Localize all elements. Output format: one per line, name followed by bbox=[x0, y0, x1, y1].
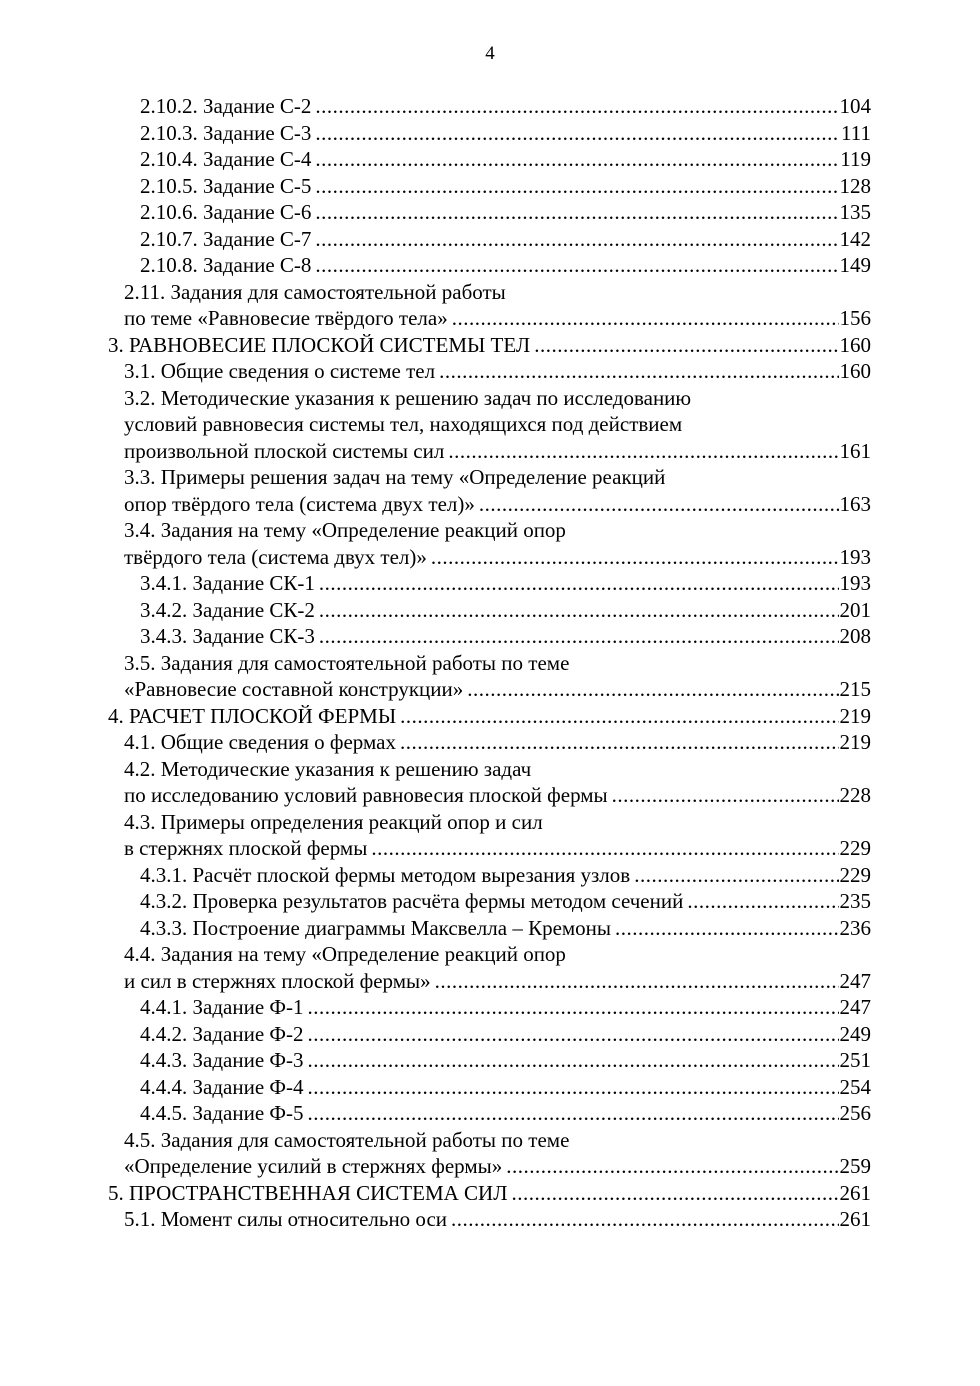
toc-entry bbox=[0, 1153, 980, 1180]
toc-entry bbox=[0, 332, 980, 359]
toc-entry-title: 3.2. Методические указания к решению задач по исследованию bbox=[124, 385, 692, 410]
toc-entry-line bbox=[124, 1153, 871, 1180]
toc-entry-line bbox=[140, 93, 871, 120]
dot-leader bbox=[315, 226, 838, 253]
toc-entry-page: 128 bbox=[839, 173, 871, 198]
toc-entry-title: 3.4.3. Задание СК-3 bbox=[140, 624, 315, 648]
toc-entry-page: 235 bbox=[839, 889, 871, 913]
toc-entry bbox=[0, 1127, 980, 1154]
toc-entry-title: 4. РАСЧЕТ ПЛОСКОЙ ФЕРМЫ bbox=[108, 703, 397, 728]
toc-entry bbox=[0, 199, 980, 226]
toc-entry bbox=[0, 597, 980, 624]
toc-entry-page: 135 bbox=[839, 200, 871, 224]
toc-entry bbox=[0, 1180, 980, 1207]
dot-leader bbox=[371, 835, 838, 862]
toc-entry-title: 3.4.1. Задание СК-1 bbox=[140, 571, 315, 595]
toc-entry-page: 229 bbox=[839, 836, 871, 860]
toc-entry-title: в стержнях плоской фермы bbox=[124, 836, 368, 860]
toc-entry-title: «Определение усилий в стержнях фермы» bbox=[124, 1154, 503, 1178]
toc-entry-line bbox=[124, 358, 871, 385]
toc-entry bbox=[0, 385, 980, 412]
dot-leader bbox=[315, 199, 838, 226]
toc-entry-title: 4.5. Задания для самостоятельной работы по теме bbox=[124, 1127, 570, 1152]
toc-entry-line bbox=[140, 994, 871, 1021]
toc-entry-title: 4.1. Общие сведения о фермах bbox=[124, 730, 396, 754]
page-number: 4 bbox=[485, 43, 495, 64]
toc-entry-line bbox=[124, 1206, 871, 1233]
toc-entry-title: 4.3.1. Расчёт плоской фермы методом вырезания узлов bbox=[140, 862, 631, 887]
toc-entry-line bbox=[124, 782, 871, 809]
toc-entry-title: по теме «Равновесие твёрдого тела» bbox=[124, 306, 448, 330]
toc-entry-page: 142 bbox=[839, 226, 871, 251]
toc-entry bbox=[0, 729, 980, 756]
dot-leader bbox=[431, 544, 839, 571]
toc-entry-page: 163 bbox=[839, 491, 871, 516]
toc-entry bbox=[0, 411, 980, 438]
dot-leader bbox=[315, 93, 838, 120]
dot-leader bbox=[319, 623, 839, 650]
toc-entry-page: 229 bbox=[839, 862, 871, 887]
toc-entry-page: 156 bbox=[839, 306, 871, 330]
toc-entry-page: 193 bbox=[839, 544, 871, 569]
toc-entry bbox=[0, 173, 980, 200]
toc-entry-line bbox=[108, 332, 871, 359]
dot-leader bbox=[315, 120, 840, 147]
toc-entry-title: 2.10.6. Задание С-6 bbox=[140, 200, 312, 224]
toc-entry-page: 219 bbox=[839, 703, 871, 728]
toc-entry-line bbox=[124, 491, 871, 518]
dot-leader bbox=[479, 491, 839, 518]
dot-leader bbox=[439, 358, 838, 385]
toc-entry bbox=[0, 491, 980, 518]
toc-entry-line bbox=[124, 438, 871, 465]
dot-leader bbox=[634, 862, 838, 889]
dot-leader bbox=[307, 1100, 838, 1127]
toc-entry bbox=[0, 888, 980, 915]
toc-entry bbox=[0, 809, 980, 836]
toc-entry bbox=[0, 650, 980, 677]
toc-entry-title: 3.3. Примеры решения задач на тему «Определение реакций bbox=[124, 465, 666, 489]
dot-leader bbox=[307, 994, 838, 1021]
toc-entry-title: твёрдого тела (система двух тел)» bbox=[124, 544, 427, 569]
toc-entry-page: 228 bbox=[839, 783, 871, 807]
toc-entry-line bbox=[140, 1021, 871, 1048]
toc-entry-page: 208 bbox=[839, 624, 871, 648]
toc-entry bbox=[0, 756, 980, 783]
toc-entry bbox=[0, 1021, 980, 1048]
dot-leader bbox=[319, 597, 839, 624]
toc-entry-page: 249 bbox=[839, 1021, 871, 1046]
toc-entry bbox=[0, 941, 980, 968]
toc-entry-title: 2.10.5. Задание С-5 bbox=[140, 173, 312, 198]
toc-entry bbox=[0, 464, 980, 491]
toc-entry-line bbox=[140, 862, 871, 889]
toc-entry-title: 3.4. Задания на тему «Определение реакций опор bbox=[124, 518, 566, 542]
toc-entry-page: 219 bbox=[839, 730, 871, 754]
toc-entry-page: 247 bbox=[839, 995, 871, 1019]
toc-entry-title: 2.10.3. Задание С-3 bbox=[140, 120, 312, 145]
toc-entry bbox=[0, 862, 980, 889]
toc-entry-page: 149 bbox=[839, 253, 871, 277]
toc-entry bbox=[0, 835, 980, 862]
toc-entry-line bbox=[108, 1180, 871, 1207]
toc-entry-line bbox=[140, 252, 871, 279]
toc-entry-page: 201 bbox=[839, 597, 871, 622]
toc-entry bbox=[0, 146, 980, 173]
toc-entry-title: 2.10.8. Задание С-8 bbox=[140, 253, 312, 277]
toc-entry-page: 161 bbox=[839, 438, 871, 463]
toc-entry bbox=[0, 676, 980, 703]
toc-entry-page: 160 bbox=[839, 359, 871, 383]
toc-entry bbox=[0, 226, 980, 253]
dot-leader bbox=[315, 146, 839, 173]
dot-leader bbox=[400, 703, 838, 730]
dot-leader bbox=[612, 782, 839, 809]
toc-entry-page: 111 bbox=[841, 120, 871, 145]
dot-leader bbox=[319, 570, 839, 597]
toc-entry-title: 3.4.2. Задание СК-2 bbox=[140, 597, 315, 622]
toc-entry-line bbox=[140, 623, 871, 650]
toc-entry-title: 4.4.3. Задание Ф-3 bbox=[140, 1048, 304, 1072]
toc-entry-page: 259 bbox=[839, 1154, 871, 1178]
dot-leader bbox=[534, 332, 838, 359]
toc-entry-line bbox=[140, 173, 871, 200]
toc-entry bbox=[0, 93, 980, 120]
toc-entry-page: 236 bbox=[839, 915, 871, 940]
toc-entry-line bbox=[140, 1074, 871, 1101]
toc-entry bbox=[0, 623, 980, 650]
toc-entry bbox=[0, 438, 980, 465]
toc-entry-page: 261 bbox=[839, 1207, 871, 1231]
toc-entry bbox=[0, 570, 980, 597]
table-of-contents bbox=[0, 93, 980, 1233]
toc-entry-line bbox=[124, 968, 871, 995]
dot-leader bbox=[451, 1206, 838, 1233]
toc-entry bbox=[0, 279, 980, 306]
dot-leader bbox=[511, 1180, 838, 1207]
dot-leader bbox=[307, 1047, 838, 1074]
toc-entry-line bbox=[124, 544, 871, 571]
toc-entry-page: 251 bbox=[839, 1048, 871, 1072]
toc-entry-title: 4.4.4. Задание Ф-4 bbox=[140, 1074, 304, 1099]
toc-entry-line bbox=[140, 915, 871, 942]
toc-entry-line bbox=[140, 146, 871, 173]
dot-leader bbox=[615, 915, 838, 942]
toc-entry bbox=[0, 544, 980, 571]
toc-entry-title: 5. ПРОСТРАНСТВЕННАЯ СИСТЕМА СИЛ bbox=[108, 1180, 508, 1205]
toc-entry-page: 104 bbox=[839, 94, 871, 118]
toc-entry-page: 215 bbox=[839, 677, 871, 701]
toc-entry-line bbox=[124, 676, 871, 703]
toc-entry bbox=[0, 994, 980, 1021]
dot-leader bbox=[315, 252, 838, 279]
toc-entry bbox=[0, 517, 980, 544]
toc-entry-title: 4.4.5. Задание Ф-5 bbox=[140, 1101, 304, 1125]
toc-entry-line bbox=[140, 1100, 871, 1127]
toc-entry-title: 2.10.2. Задание С-2 bbox=[140, 94, 312, 118]
toc-entry-title: 2.11. Задания для самостоятельной работы bbox=[124, 279, 506, 304]
toc-entry-title: 3. РАВНОВЕСИЕ ПЛОСКОЙ СИСТЕМЫ ТЕЛ bbox=[108, 332, 531, 357]
dot-leader bbox=[315, 173, 838, 200]
toc-entry bbox=[0, 120, 980, 147]
toc-entry-line bbox=[140, 888, 871, 915]
toc-entry-title: по исследованию условий равновесия плоской фермы bbox=[124, 783, 608, 807]
dot-leader bbox=[435, 968, 839, 995]
toc-entry bbox=[0, 915, 980, 942]
dot-leader bbox=[687, 888, 838, 915]
toc-entry-page: 254 bbox=[839, 1074, 871, 1099]
toc-entry-title: произвольной плоской системы сил bbox=[124, 438, 445, 463]
toc-entry-line bbox=[124, 729, 871, 756]
toc-entry bbox=[0, 703, 980, 730]
toc-entry-title: 3.5. Задания для самостоятельной работы по теме bbox=[124, 650, 570, 675]
dot-leader bbox=[467, 676, 838, 703]
toc-entry-line bbox=[140, 570, 871, 597]
toc-entry bbox=[0, 252, 980, 279]
toc-entry-title: опор твёрдого тела (система двух тел)» bbox=[124, 491, 475, 516]
toc-entry-title: 2.10.7. Задание С-7 bbox=[140, 226, 312, 251]
dot-leader bbox=[307, 1074, 838, 1101]
dot-leader bbox=[448, 438, 838, 465]
toc-entry bbox=[0, 1206, 980, 1233]
toc-entry-title: 4.3. Примеры определения реакций опор и сил bbox=[124, 809, 543, 834]
toc-entry-title: 4.4. Задания на тему «Определение реакций опор bbox=[124, 942, 566, 966]
toc-entry-title: 4.4.1. Задание Ф-1 bbox=[140, 995, 304, 1019]
dot-leader bbox=[307, 1021, 838, 1048]
toc-entry-page: 256 bbox=[839, 1101, 871, 1125]
toc-entry bbox=[0, 782, 980, 809]
toc-entry bbox=[0, 1074, 980, 1101]
toc-entry bbox=[0, 358, 980, 385]
toc-entry-line bbox=[124, 305, 871, 332]
toc-entry-line bbox=[140, 226, 871, 253]
toc-entry-title: условий равновесия системы тел, находящихся под действием bbox=[124, 412, 683, 436]
toc-entry-line bbox=[140, 120, 871, 147]
toc-entry-page: 160 bbox=[839, 332, 871, 357]
toc-entry-title: 4.3.2. Проверка результатов расчёта фермы методом сечений bbox=[140, 889, 684, 913]
toc-entry-title: 2.10.4. Задание С-4 bbox=[140, 147, 312, 171]
toc-entry-line bbox=[140, 597, 871, 624]
toc-entry bbox=[0, 1047, 980, 1074]
toc-entry-title: 4.4.2. Задание Ф-2 bbox=[140, 1021, 304, 1046]
toc-entry-line bbox=[140, 1047, 871, 1074]
dot-leader bbox=[452, 305, 839, 332]
toc-entry-title: «Равновесие составной конструкции» bbox=[124, 677, 464, 701]
toc-entry-line bbox=[108, 703, 871, 730]
toc-entry-page: 247 bbox=[839, 968, 871, 993]
toc-entry-page: 119 bbox=[840, 147, 871, 171]
toc-entry-title: и сил в стержнях плоской фермы» bbox=[124, 968, 431, 993]
toc-entry-title: 4.2. Методические указания к решению задач bbox=[124, 756, 532, 781]
toc-entry-title: 4.3.3. Построение диаграммы Максвелла – Кремоны bbox=[140, 915, 612, 940]
toc-entry-title: 3.1. Общие сведения о системе тел bbox=[124, 359, 436, 383]
dot-leader bbox=[400, 729, 839, 756]
dot-leader bbox=[506, 1153, 838, 1180]
toc-entry bbox=[0, 305, 980, 332]
toc-entry bbox=[0, 968, 980, 995]
toc-entry-title: 5.1. Момент силы относительно оси bbox=[124, 1207, 448, 1231]
toc-entry-page: 193 bbox=[839, 571, 871, 595]
toc-entry-line bbox=[124, 835, 871, 862]
toc-entry-page: 261 bbox=[839, 1180, 871, 1205]
toc-entry-line bbox=[140, 199, 871, 226]
toc-entry bbox=[0, 1100, 980, 1127]
